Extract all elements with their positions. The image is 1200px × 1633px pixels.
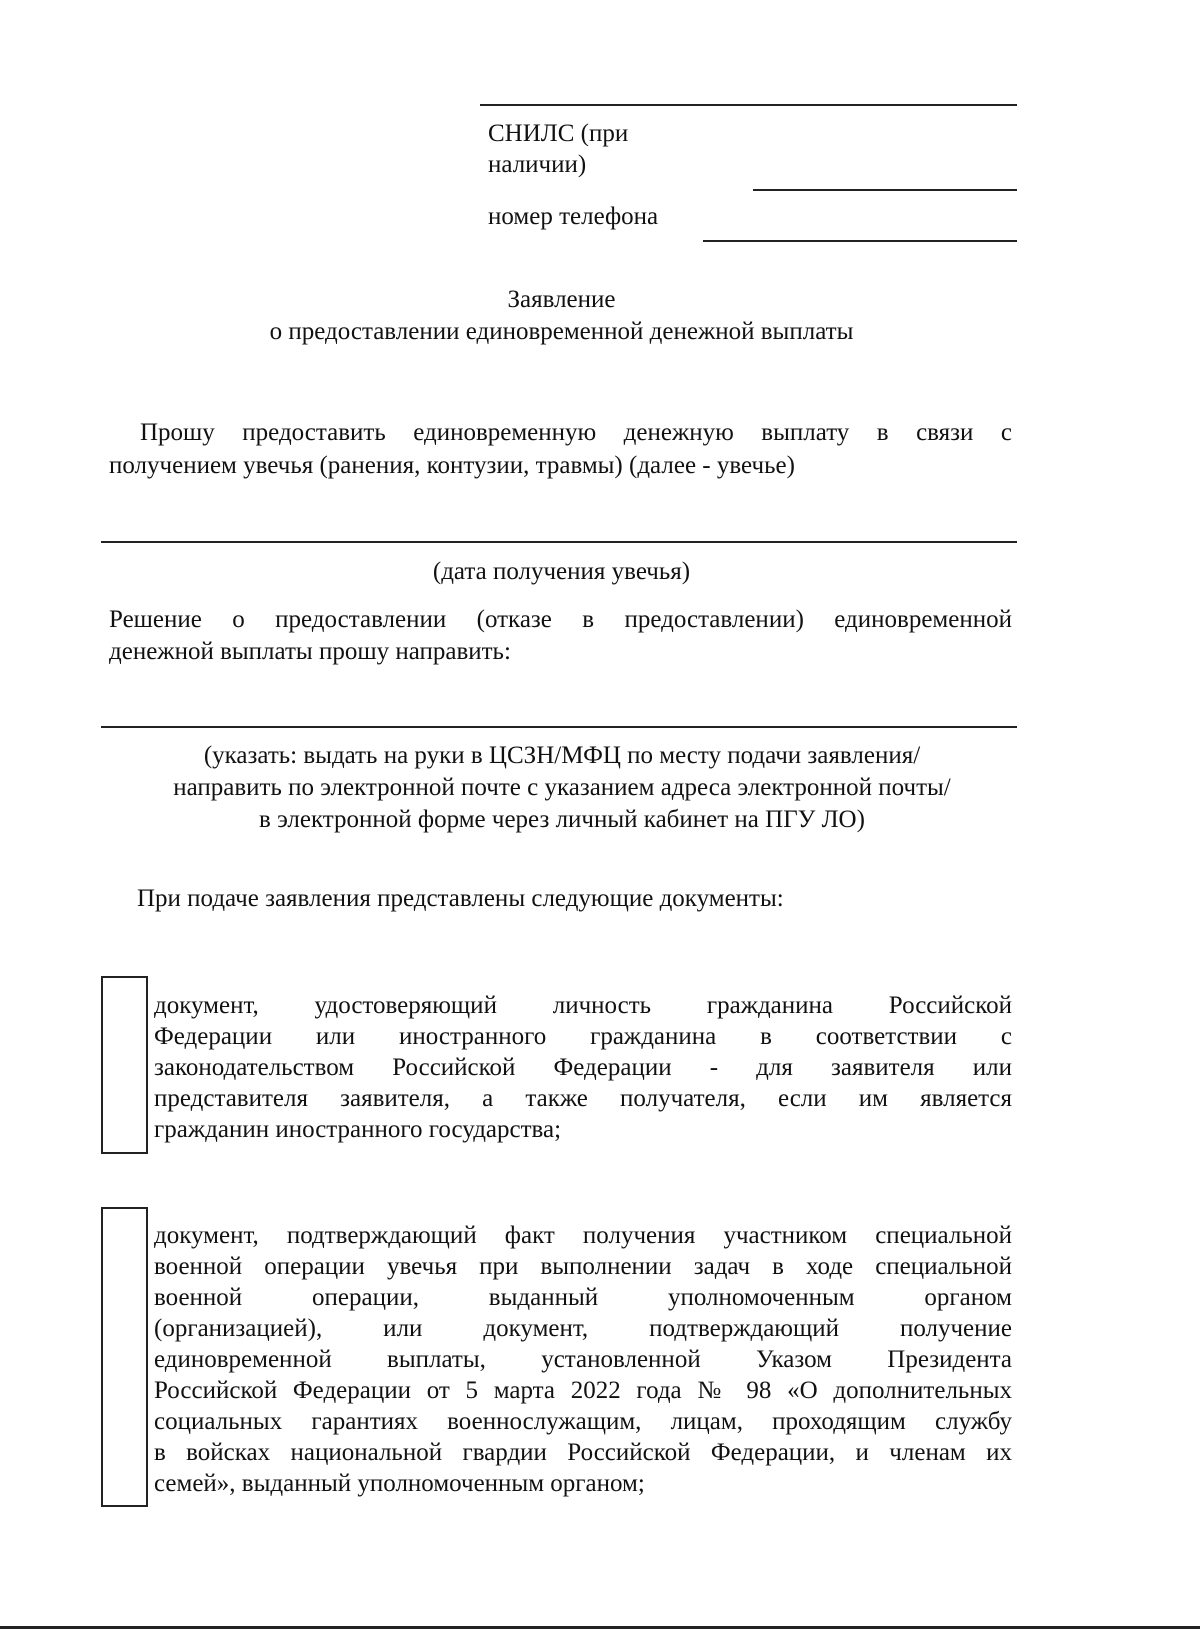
top-fill-line [480, 104, 1017, 106]
document-2-line: в войсках национальной гвардии Российской Федерации, и членам их [154, 1439, 1012, 1466]
injury-date-fill-line[interactable] [101, 541, 1017, 543]
decision-line2: денежной выплаты прошу направить: [109, 638, 511, 665]
document-1-line: документ, удостоверяющий личность гражданина Российской [154, 992, 1012, 1019]
phone-fill-line[interactable] [703, 240, 1017, 242]
document-2-line: единовременной выплаты, установленной Указом Президента [154, 1346, 1012, 1373]
delivery-caption-line1: (указать: выдать на руки в ЦСЗН/МФЦ по месту подачи заявления/ [203, 742, 921, 769]
request-line1: Прошу предоставить единовременную денежную выплату в связи с [140, 419, 1012, 446]
document-2-line: военной операции увечья при выполнении задач в ходе специальной [154, 1253, 1012, 1280]
document-2-line: военной операции, выданный уполномоченным органом [154, 1284, 1012, 1311]
document-2-checkbox[interactable] [101, 1207, 148, 1507]
documents-intro: При подаче заявления представлены следующие документы: [137, 885, 784, 912]
document-1-text [154, 990, 1012, 1145]
delivery-caption-line2: направить по электронной почте с указанием адреса электронной почты/ [173, 774, 951, 801]
document-1-line: гражданин иностранного государства; [154, 1116, 562, 1143]
document-2-line: (организацией), или документ, подтверждающий получение [154, 1315, 1012, 1342]
delivery-fill-line[interactable] [101, 726, 1017, 728]
phone-label: номер телефона [488, 203, 659, 230]
document-1-line: представителя заявителя, а также получателя, если им является [154, 1085, 1012, 1112]
injury-date-caption: (дата получения увечья) [432, 558, 691, 585]
document-2-line: социальных гарантиях военнослужащим, лицам, проходящим службу [154, 1408, 1012, 1435]
snils-label-line2: наличии) [488, 151, 587, 178]
document-2-line: документ, подтверждающий факт получения участником специальной [154, 1222, 1012, 1249]
document-1-line: законодательством Российской Федерации - для заявителя или [154, 1054, 1012, 1081]
document-1-checkbox[interactable] [101, 976, 148, 1154]
snils-label-line1: СНИЛС (при [488, 120, 629, 147]
document-2-line: Российской Федерации от 5 марта 2022 года № 98 «О дополнительных [154, 1377, 1012, 1404]
decision-line1: Решение о предоставлении (отказе в предоставлении) единовременной [109, 606, 1012, 633]
document-subtitle: о предоставлении единовременной денежной выплаты [269, 318, 854, 345]
document-1-line: Федерации или иностранного гражданина в соответствии с [154, 1023, 1012, 1050]
delivery-caption-line3: в электронной форме через личный кабинет на ПГУ ЛО) [259, 806, 865, 833]
request-line2: получением увечья (ранения, контузии, травмы) (далее - увечье) [109, 452, 795, 479]
snils-fill-line[interactable] [753, 189, 1017, 191]
document-2-text [154, 1220, 1012, 1499]
document-title: Заявление [507, 286, 616, 313]
document-2-line: семей», выданный уполномоченным органом; [154, 1470, 645, 1497]
page-bottom-rule [0, 1626, 1200, 1629]
